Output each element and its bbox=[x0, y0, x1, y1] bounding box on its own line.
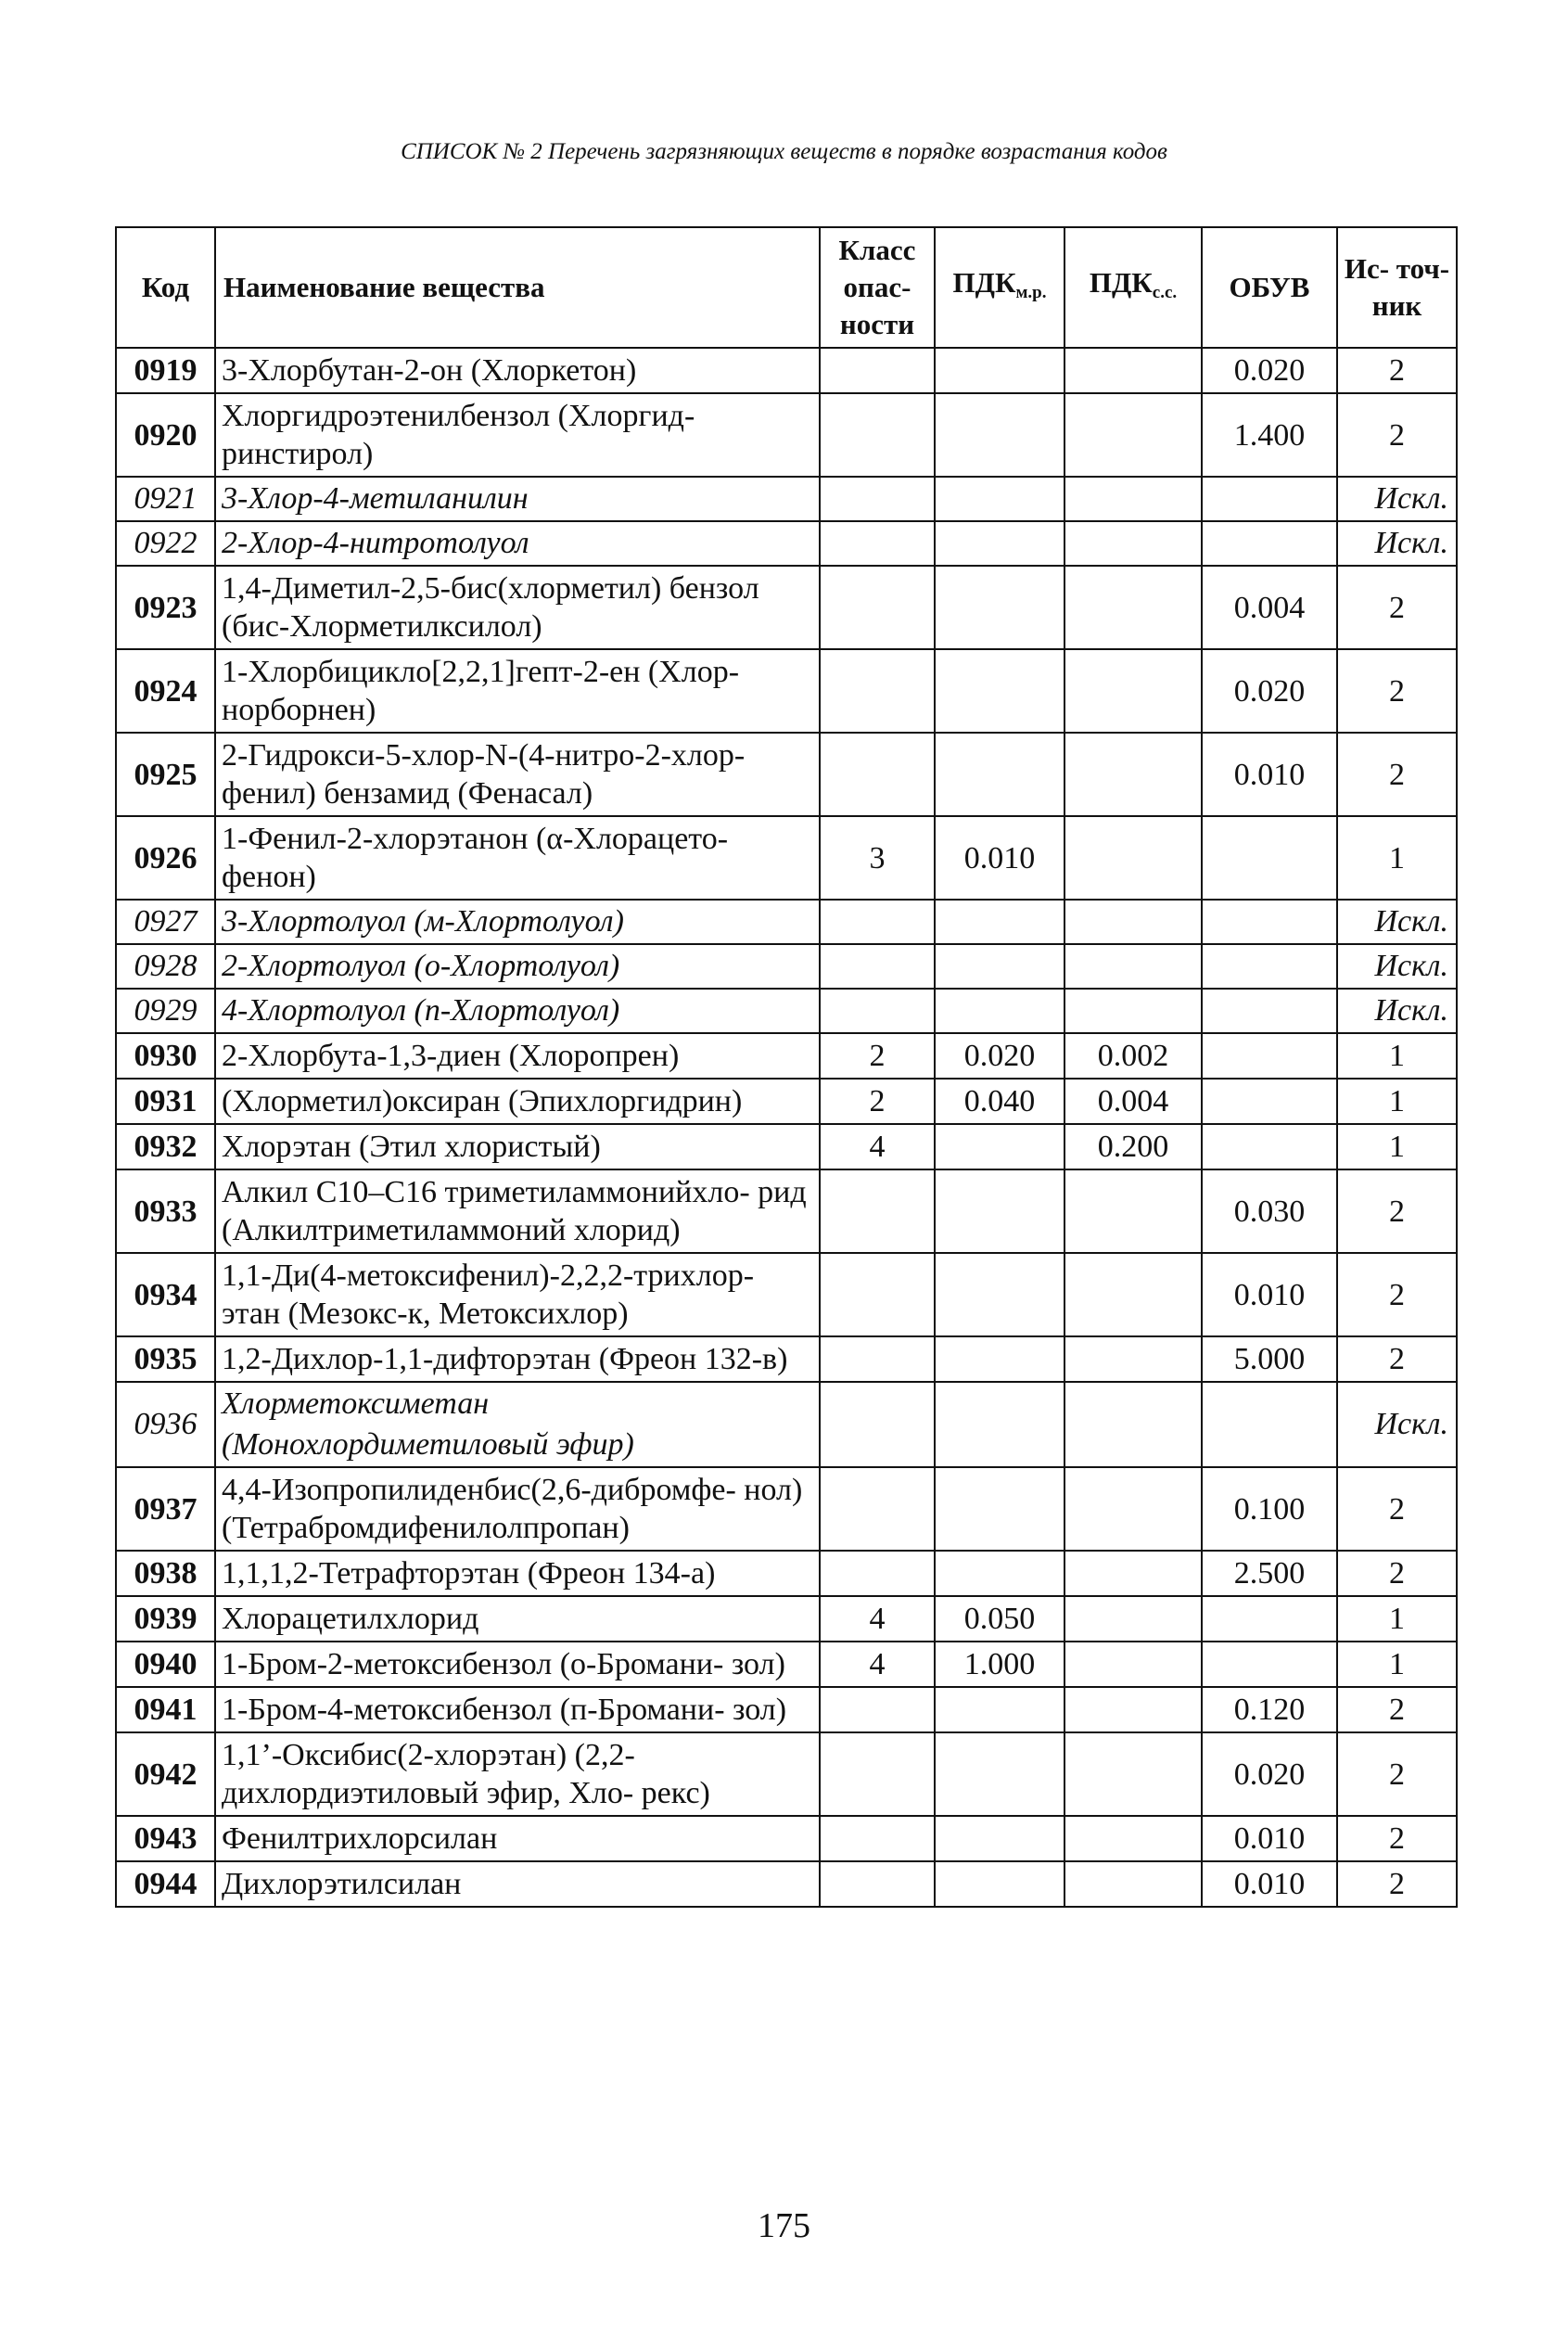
cell-pdk-ss bbox=[1064, 1382, 1202, 1467]
cell-code: 0941 bbox=[116, 1687, 215, 1732]
cell-pdk-ss bbox=[1064, 816, 1202, 900]
cell-pdk-mr bbox=[935, 733, 1064, 816]
cell-pdk-mr bbox=[935, 521, 1064, 566]
cell-source: Искл. bbox=[1337, 477, 1457, 521]
table-row bbox=[116, 1732, 1457, 1816]
cell-pdk-ss bbox=[1064, 1642, 1202, 1687]
cell-pdk-ss bbox=[1064, 1816, 1202, 1861]
cell-source: 1 bbox=[1337, 1079, 1457, 1124]
cell-pdk-mr: 0.040 bbox=[935, 1079, 1064, 1124]
table-row bbox=[116, 733, 1457, 816]
table-row bbox=[116, 1169, 1457, 1253]
cell-obuv: 0.100 bbox=[1202, 1467, 1337, 1551]
table-row bbox=[116, 1467, 1457, 1551]
cell-pdk-mr bbox=[935, 900, 1064, 944]
cell-class bbox=[820, 1382, 935, 1467]
cell-name: 1-Бром-4-метоксибензол (п-Бромани- зол) bbox=[215, 1687, 820, 1732]
page-title: СПИСОК № 2 Перечень загрязняющих веществ в порядке возрастания кодов bbox=[401, 139, 1167, 164]
cell-pdk-ss: 0.200 bbox=[1064, 1124, 1202, 1169]
cell-name: 1,4-Диметил-2,5-бис(хлорметил) бензол (бис-Хлорметилксилол) bbox=[215, 566, 820, 649]
cell-source: 2 bbox=[1337, 1816, 1457, 1861]
cell-code: 0938 bbox=[116, 1551, 215, 1596]
cell-source: 2 bbox=[1337, 348, 1457, 393]
cell-name: (Хлорметил)оксиран (Эпихлоргидрин) bbox=[215, 1079, 820, 1124]
cell-name: 1,1,1,2-Тетрафторэтан (Фреон 134-а) bbox=[215, 1551, 820, 1596]
cell-class bbox=[820, 1816, 935, 1861]
cell-pdk-mr bbox=[935, 944, 1064, 989]
cell-source: 2 bbox=[1337, 1253, 1457, 1336]
table-row bbox=[116, 393, 1457, 477]
cell-obuv: 0.010 bbox=[1202, 1816, 1337, 1861]
cell-code: 0924 bbox=[116, 649, 215, 733]
cell-source: 2 bbox=[1337, 1732, 1457, 1816]
cell-code: 0932 bbox=[116, 1124, 215, 1169]
cell-pdk-ss bbox=[1064, 1336, 1202, 1382]
cell-class: 4 bbox=[820, 1596, 935, 1642]
cell-obuv: 0.020 bbox=[1202, 649, 1337, 733]
cell-pdk-mr bbox=[935, 1336, 1064, 1382]
cell-name: 2-Хлортолуол (о-Хлортолуол) bbox=[215, 944, 820, 989]
cell-class bbox=[820, 477, 935, 521]
cell-source: 2 bbox=[1337, 649, 1457, 733]
cell-code: 0927 bbox=[116, 900, 215, 944]
table-row bbox=[116, 1079, 1457, 1124]
cell-name: 3-Хлортолуол (м-Хлортолуол) bbox=[215, 900, 820, 944]
cell-obuv: 1.400 bbox=[1202, 393, 1337, 477]
table-row bbox=[116, 348, 1457, 393]
cell-code: 0923 bbox=[116, 566, 215, 649]
header-pdk-mr-sub: м.р. bbox=[1015, 282, 1047, 302]
header-pdk-mr-label: ПДК bbox=[952, 265, 1016, 299]
cell-code: 0933 bbox=[116, 1169, 215, 1253]
table-row bbox=[116, 477, 1457, 521]
cell-class bbox=[820, 649, 935, 733]
cell-obuv bbox=[1202, 1642, 1337, 1687]
cell-class: 3 bbox=[820, 816, 935, 900]
cell-code: 0920 bbox=[116, 393, 215, 477]
cell-pdk-ss bbox=[1064, 1169, 1202, 1253]
cell-obuv: 0.004 bbox=[1202, 566, 1337, 649]
cell-class bbox=[820, 348, 935, 393]
cell-pdk-ss bbox=[1064, 649, 1202, 733]
cell-name: 3-Хлор-4-метиланилин bbox=[215, 477, 820, 521]
cell-name: Хлорметоксиметан (Монохлордиметиловый эфир) bbox=[215, 1382, 820, 1467]
cell-pdk-ss bbox=[1064, 1687, 1202, 1732]
cell-name: Хлорэтан (Этил хлористый) bbox=[215, 1124, 820, 1169]
cell-obuv bbox=[1202, 477, 1337, 521]
cell-class bbox=[820, 1732, 935, 1816]
cell-obuv bbox=[1202, 1079, 1337, 1124]
cell-source: 2 bbox=[1337, 1687, 1457, 1732]
cell-code: 0922 bbox=[116, 521, 215, 566]
cell-source: Искл. bbox=[1337, 1382, 1457, 1467]
cell-code: 0943 bbox=[116, 1816, 215, 1861]
cell-class bbox=[820, 1687, 935, 1732]
cell-name: 1,1’-Оксибис(2-хлорэтан) (2,2-дихлордиэтиловый эфир, Хло- рекс) bbox=[215, 1732, 820, 1816]
table-row bbox=[116, 989, 1457, 1033]
table-body bbox=[116, 348, 1457, 1907]
header-pdk-ss-sub: с.с. bbox=[1152, 282, 1178, 302]
cell-obuv: 0.120 bbox=[1202, 1687, 1337, 1732]
cell-pdk-mr bbox=[935, 1732, 1064, 1816]
cell-obuv: 0.020 bbox=[1202, 1732, 1337, 1816]
cell-code: 0930 bbox=[116, 1033, 215, 1079]
cell-pdk-ss: 0.002 bbox=[1064, 1033, 1202, 1079]
table-row bbox=[116, 1382, 1457, 1467]
cell-class bbox=[820, 1467, 935, 1551]
cell-obuv: 0.010 bbox=[1202, 1861, 1337, 1907]
cell-code: 0935 bbox=[116, 1336, 215, 1382]
cell-pdk-ss bbox=[1064, 1596, 1202, 1642]
cell-obuv: 0.010 bbox=[1202, 1253, 1337, 1336]
cell-pdk-ss bbox=[1064, 944, 1202, 989]
cell-class: 2 bbox=[820, 1079, 935, 1124]
cell-name: 1,1-Ди(4-метоксифенил)-2,2,2-трихлор- этан (Мезокс-к, Метоксихлор) bbox=[215, 1253, 820, 1336]
cell-code: 0942 bbox=[116, 1732, 215, 1816]
cell-source: 1 bbox=[1337, 1124, 1457, 1169]
cell-obuv bbox=[1202, 1124, 1337, 1169]
cell-class bbox=[820, 1253, 935, 1336]
cell-pdk-ss bbox=[1064, 989, 1202, 1033]
cell-code: 0934 bbox=[116, 1253, 215, 1336]
cell-pdk-mr bbox=[935, 1169, 1064, 1253]
cell-name: Хлоргидроэтенилбензол (Хлоргид- ринстирол) bbox=[215, 393, 820, 477]
cell-code: 0926 bbox=[116, 816, 215, 900]
cell-code: 0939 bbox=[116, 1596, 215, 1642]
cell-pdk-ss bbox=[1064, 900, 1202, 944]
table-row bbox=[116, 816, 1457, 900]
cell-obuv bbox=[1202, 989, 1337, 1033]
cell-class bbox=[820, 733, 935, 816]
cell-code: 0929 bbox=[116, 989, 215, 1033]
substances-table bbox=[115, 226, 1458, 1908]
cell-class: 2 bbox=[820, 1033, 935, 1079]
cell-class bbox=[820, 944, 935, 989]
cell-name: Фенилтрихлорсилан bbox=[215, 1816, 820, 1861]
cell-class bbox=[820, 566, 935, 649]
cell-obuv: 5.000 bbox=[1202, 1336, 1337, 1382]
header-class: Класс опас- ности bbox=[820, 227, 935, 348]
cell-obuv bbox=[1202, 944, 1337, 989]
cell-source: 1 bbox=[1337, 816, 1457, 900]
header-name: Наименование вещества bbox=[215, 227, 820, 348]
cell-code: 0936 bbox=[116, 1382, 215, 1467]
header-obuv: ОБУВ bbox=[1202, 227, 1337, 348]
cell-obuv: 0.010 bbox=[1202, 733, 1337, 816]
cell-pdk-ss bbox=[1064, 566, 1202, 649]
cell-code: 0921 bbox=[116, 477, 215, 521]
cell-source: 1 bbox=[1337, 1642, 1457, 1687]
table-row bbox=[116, 1253, 1457, 1336]
cell-name: Хлорацетилхлорид bbox=[215, 1596, 820, 1642]
cell-class bbox=[820, 900, 935, 944]
cell-obuv: 0.030 bbox=[1202, 1169, 1337, 1253]
cell-code: 0925 bbox=[116, 733, 215, 816]
cell-name: 1,2-Дихлор-1,1-дифторэтан (Фреон 132-в) bbox=[215, 1336, 820, 1382]
cell-source: Искл. bbox=[1337, 521, 1457, 566]
cell-name: 4-Хлортолуол (п-Хлортолуол) bbox=[215, 989, 820, 1033]
cell-pdk-mr bbox=[935, 566, 1064, 649]
header-pdk-ss-label: ПДК bbox=[1089, 265, 1153, 299]
cell-pdk-ss bbox=[1064, 393, 1202, 477]
cell-class bbox=[820, 521, 935, 566]
table-row bbox=[116, 1596, 1457, 1642]
table-row bbox=[116, 1816, 1457, 1861]
table-row bbox=[116, 1642, 1457, 1687]
cell-class bbox=[820, 1169, 935, 1253]
page-number: 175 bbox=[758, 2206, 810, 2245]
table-row bbox=[116, 1033, 1457, 1079]
table-row bbox=[116, 1124, 1457, 1169]
cell-name: 3-Хлорбутан-2-он (Хлоркетон) bbox=[215, 348, 820, 393]
cell-source: 1 bbox=[1337, 1596, 1457, 1642]
cell-name: 2-Хлор-4-нитротолуол bbox=[215, 521, 820, 566]
cell-pdk-mr bbox=[935, 1382, 1064, 1467]
cell-obuv bbox=[1202, 900, 1337, 944]
cell-source: 2 bbox=[1337, 566, 1457, 649]
table-row bbox=[116, 649, 1457, 733]
cell-obuv bbox=[1202, 521, 1337, 566]
cell-source: 2 bbox=[1337, 1467, 1457, 1551]
cell-pdk-mr bbox=[935, 477, 1064, 521]
cell-class bbox=[820, 989, 935, 1033]
cell-source: 2 bbox=[1337, 393, 1457, 477]
cell-pdk-mr: 0.050 bbox=[935, 1596, 1064, 1642]
cell-pdk-mr: 0.020 bbox=[935, 1033, 1064, 1079]
cell-name: 1-Хлорбицикло[2,2,1]гепт-2-ен (Хлор- норборнен) bbox=[215, 649, 820, 733]
cell-source: Искл. bbox=[1337, 944, 1457, 989]
cell-class bbox=[820, 393, 935, 477]
cell-name: 4,4-Изопропилиденбис(2,6-дибромфе- нол) (Тетрабромдифенилолпропан) bbox=[215, 1467, 820, 1551]
table-row bbox=[116, 1861, 1457, 1907]
cell-class bbox=[820, 1861, 935, 1907]
cell-pdk-ss bbox=[1064, 1253, 1202, 1336]
cell-obuv bbox=[1202, 1382, 1337, 1467]
header-code: Код bbox=[116, 227, 215, 348]
cell-pdk-mr bbox=[935, 1124, 1064, 1169]
cell-code: 0940 bbox=[116, 1642, 215, 1687]
cell-code: 0919 bbox=[116, 348, 215, 393]
cell-source: 2 bbox=[1337, 1861, 1457, 1907]
cell-pdk-ss bbox=[1064, 477, 1202, 521]
header-source: Ис- точ- ник bbox=[1337, 227, 1457, 348]
cell-pdk-mr bbox=[935, 1816, 1064, 1861]
cell-pdk-mr bbox=[935, 393, 1064, 477]
cell-pdk-ss: 0.004 bbox=[1064, 1079, 1202, 1124]
cell-source: 1 bbox=[1337, 1033, 1457, 1079]
cell-obuv: 0.020 bbox=[1202, 348, 1337, 393]
cell-pdk-ss bbox=[1064, 1551, 1202, 1596]
cell-name: 2-Хлорбута-1,3-диен (Хлоропрен) bbox=[215, 1033, 820, 1079]
cell-obuv: 2.500 bbox=[1202, 1551, 1337, 1596]
cell-class bbox=[820, 1336, 935, 1382]
cell-pdk-mr bbox=[935, 348, 1064, 393]
cell-obuv bbox=[1202, 1033, 1337, 1079]
table-header-row bbox=[116, 227, 1457, 348]
cell-pdk-mr: 0.010 bbox=[935, 816, 1064, 900]
table-row bbox=[116, 1551, 1457, 1596]
cell-pdk-mr bbox=[935, 1687, 1064, 1732]
table-row bbox=[116, 566, 1457, 649]
cell-name: 2-Гидрокси-5-хлор-N-(4-нитро-2-хлор- фенил) бензамид (Фенасал) bbox=[215, 733, 820, 816]
cell-name: 1-Фенил-2-хлорэтанон (α-Хлорацето- фенон) bbox=[215, 816, 820, 900]
cell-pdk-mr bbox=[935, 1253, 1064, 1336]
cell-pdk-ss bbox=[1064, 733, 1202, 816]
cell-code: 0928 bbox=[116, 944, 215, 989]
cell-class bbox=[820, 1551, 935, 1596]
table-row bbox=[116, 944, 1457, 989]
cell-source: 2 bbox=[1337, 1551, 1457, 1596]
cell-pdk-ss bbox=[1064, 1861, 1202, 1907]
cell-pdk-ss bbox=[1064, 521, 1202, 566]
cell-class: 4 bbox=[820, 1124, 935, 1169]
cell-pdk-ss bbox=[1064, 348, 1202, 393]
cell-class: 4 bbox=[820, 1642, 935, 1687]
table-row bbox=[116, 900, 1457, 944]
cell-name: 1-Бром-2-метоксибензол (о-Бромани- зол) bbox=[215, 1642, 820, 1687]
cell-source: 2 bbox=[1337, 733, 1457, 816]
cell-pdk-mr bbox=[935, 649, 1064, 733]
cell-code: 0931 bbox=[116, 1079, 215, 1124]
cell-pdk-mr: 1.000 bbox=[935, 1642, 1064, 1687]
header-pdk-ss bbox=[1064, 227, 1202, 348]
cell-pdk-mr bbox=[935, 1467, 1064, 1551]
table-row bbox=[116, 1687, 1457, 1732]
cell-source: Искл. bbox=[1337, 989, 1457, 1033]
cell-pdk-ss bbox=[1064, 1467, 1202, 1551]
table-row bbox=[116, 521, 1457, 566]
cell-code: 0944 bbox=[116, 1861, 215, 1907]
cell-obuv bbox=[1202, 1596, 1337, 1642]
cell-name: Алкил C10–C16 триметиламмонийхло- рид (Алкилтриметиламмоний хлорид) bbox=[215, 1169, 820, 1253]
cell-source: Искл. bbox=[1337, 900, 1457, 944]
header-pdk-mr bbox=[935, 227, 1064, 348]
cell-pdk-mr bbox=[935, 1551, 1064, 1596]
cell-code: 0937 bbox=[116, 1467, 215, 1551]
cell-pdk-ss bbox=[1064, 1732, 1202, 1816]
cell-pdk-mr bbox=[935, 1861, 1064, 1907]
table-row bbox=[116, 1336, 1457, 1382]
cell-name: Дихлорэтилсилан bbox=[215, 1861, 820, 1907]
cell-source: 2 bbox=[1337, 1336, 1457, 1382]
cell-source: 2 bbox=[1337, 1169, 1457, 1253]
cell-obuv bbox=[1202, 816, 1337, 900]
cell-pdk-mr bbox=[935, 989, 1064, 1033]
